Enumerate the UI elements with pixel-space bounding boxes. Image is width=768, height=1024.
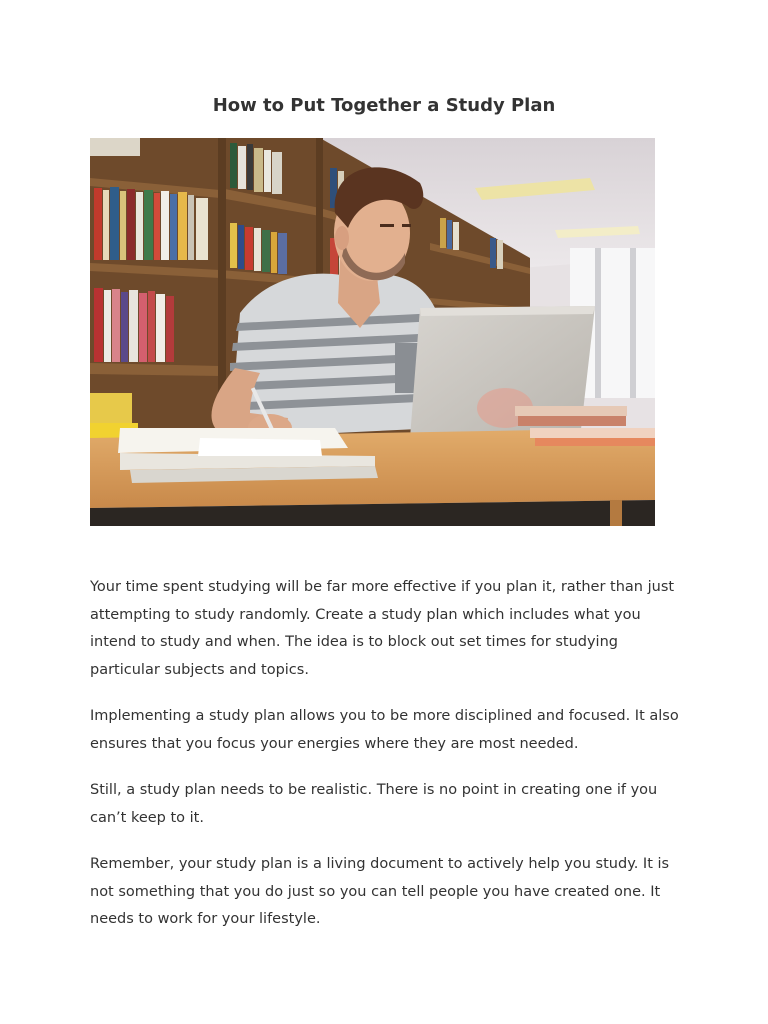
student-studying-library-photo — [90, 138, 655, 526]
article-paragraph-1: Your time spent studying will be far more effective if you plan it, rather than just attempting to study randomly. Create a study plan which includes what you intend to study and when. The idea is to block out set times for studying particular subjects and topics. — [90, 579, 675, 678]
article-paragraph-4: Remember, your study plan is a living document to actively help you study. It is not something that you do just so you can tell people you have created one. It needs to work for your lifestyle. — [90, 856, 670, 927]
article-paragraph-3: Still, a study plan needs to be realistic. There is no point in creating one if you can’t keep to it. — [90, 782, 658, 826]
article-body — [90, 574, 684, 953]
page-title: How to Put Together a Study Plan — [212, 95, 556, 116]
article-paragraph-2: Implementing a study plan allows you to be more disciplined and focused. It also ensures that you focus your energies where they are most needed. — [90, 708, 679, 752]
